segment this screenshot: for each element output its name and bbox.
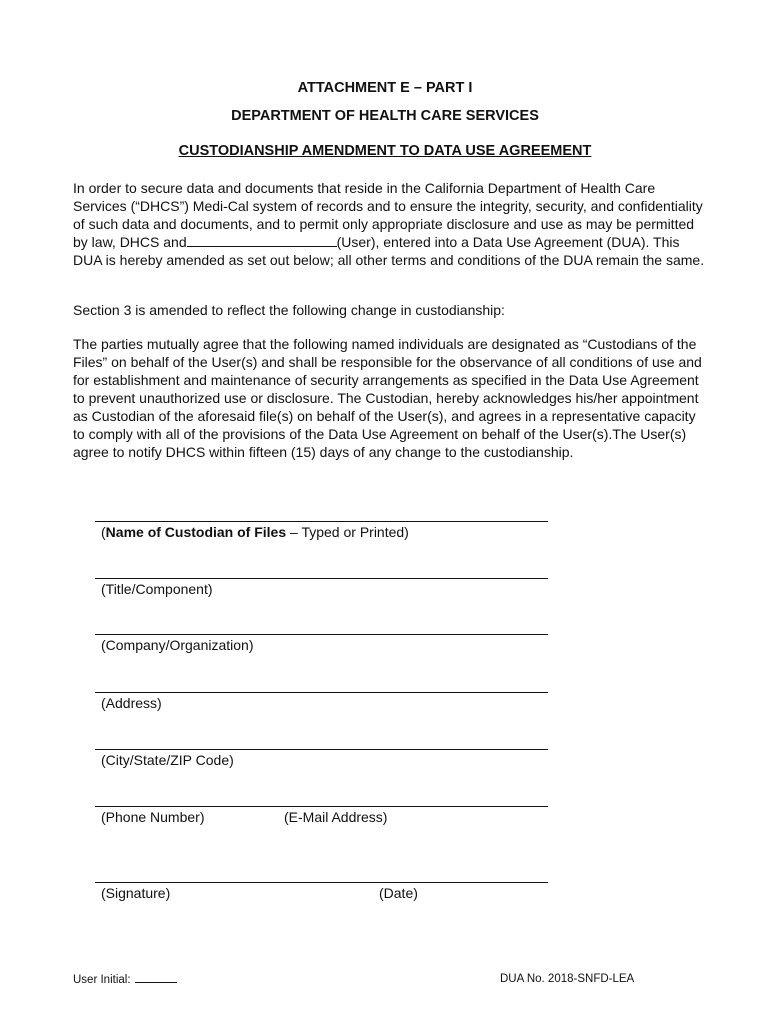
intro-text-b: (User), entered into a Data Use Agreement (DUA). This DUA is hereby amended as set out below; all other terms and conditions of the DUA remain the same. [73, 234, 705, 268]
signature-field-label: (Signature) [101, 885, 171, 901]
city-line[interactable] [95, 749, 548, 750]
user-name-blank[interactable] [187, 234, 337, 247]
document-title: CUSTODIANSHIP AMENDMENT TO DATA USE AGREEMENT [178, 143, 592, 159]
company-line[interactable] [95, 634, 548, 635]
title-line[interactable] [95, 578, 548, 579]
phone-email-line[interactable] [95, 806, 548, 807]
email-field-label: (E-Mail Address) [284, 809, 388, 825]
signature-line[interactable] [95, 882, 548, 883]
user-initial-blank[interactable] [135, 972, 177, 983]
user-initial-label: User Initial: [73, 974, 131, 986]
attachment-heading: ATTACHMENT E – PART I [297, 80, 473, 96]
date-field-label: (Date) [379, 885, 418, 901]
user-initial [73, 972, 177, 986]
intro-paragraph [73, 179, 705, 269]
intro-text-a: In order to secure data and documents that reside in the California Department of Health Care Services (“DHCS”) Medi-Cal system of records and to ensure the integrity, security, and confidentiality of such data and documents, and to permit only appropriate disclosure and use as may be permitted by law, DHCS and [73, 180, 703, 250]
dua-number: DUA No. 2018-SNFD-LEA [500, 973, 635, 985]
phone-field-label: (Phone Number) [101, 809, 205, 825]
section-paragraph: Section 3 is amended to reflect the following change in custodianship: [73, 302, 505, 318]
company-field-label: (Company/Organization) [101, 637, 254, 653]
department-heading: DEPARTMENT OF HEALTH CARE SERVICES [231, 108, 539, 124]
title-field-label: (Title/Component) [101, 581, 213, 597]
custodian-paragraph: The parties mutually agree that the following named individuals are designated as “Custodians of the Files” on behalf of the User(s) and shall be responsible for the observance of all conditions of use and for establishment and maintenance of security arrangements as specified in the Data Use Agreement to prevent unauthorized use or disclosure. The Custodian, hereby acknowledges his/her appointment as Custodian of the aforesaid file(s) on behalf of the User(s), and agrees in a representative capacity to comply with all of the provisions of the Data Use Agreement on behalf of the User(s).The User(s) agree to notify DHCS within fifteen (15) days of any change to the custodianship. [73, 336, 702, 460]
name-line[interactable] [95, 521, 548, 522]
address-field-label: (Address) [101, 695, 162, 711]
address-line[interactable] [95, 692, 548, 693]
city-field-label: (City/State/ZIP Code) [101, 752, 234, 768]
name-bold-label: Name of Custodian of Files [105, 524, 287, 540]
name-field-label: (Name of Custodian of Files – Typed or Printed) [101, 524, 409, 540]
